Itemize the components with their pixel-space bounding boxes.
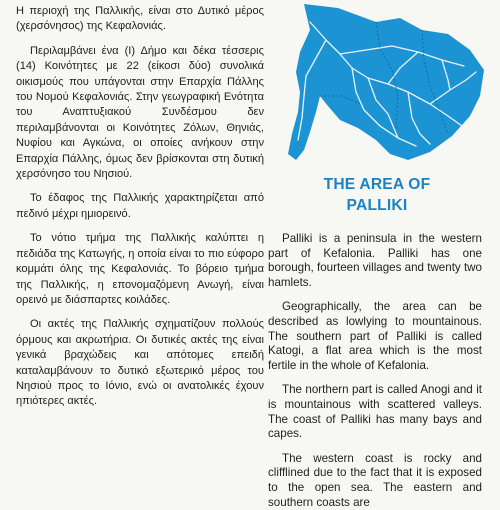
section-heading [282, 174, 472, 216]
greek-paragraph: Οι ακτές της Παλλικής σχηματίζουν πολλούς όρμους και ακρωτήρια. Οι δυτικές ακτές της είναι γενικά βραχώδεις και απότομες επειδή καταλαμβάνουν το δυτικό εξωτερικό μέρος του Νησιού προς το Ιόνιο, ενώ οι ανατολικές έχουν ηπιότερες ακτές. [16, 318, 264, 408]
greek-paragraph: Η περιοχή της Παλλικής, είναι στο Δυτικό μέρος (χερσόνησος) της Κεφαλονιάς. [16, 5, 264, 33]
heading-line: THE AREA OF [323, 176, 431, 193]
english-paragraph: The western coast is rocky and clifflined due to the fact that it is exposed to the open sea. The eastern and southern coasts are [268, 451, 482, 509]
greek-paragraph: Περιλαμβάνει ένα (Ι) Δήμο και δέκα τέσσερις (14) Κοινότητες με 22 (είκοσι δύο) συνολικά οικισμούς που υπάγονται στην Επαρχία Πάλλης του Νομού Κεφαλονιάς. Στην γεωγραφική Ενότητα του Αναπτυξιακού Συνδέσμου δεν περιλαμβάνονται οι Κοινότητες Ζόλων, Θηνιάς, Νυφίου και Αγκώνα, οι οποίες ανήκουν στην Επαρχία Πάλλης, όμως δεν βρίσκονται στη δυτική χερσόνησο του Νησιού. [16, 44, 264, 181]
heading-line: PALLIKI [346, 197, 408, 214]
greek-text-column [16, 4, 264, 500]
greek-paragraph: Το νότιο τμήμα της Παλλικής καλύπτει η πεδιάδα της Κατωγής, η οποία είναι το πιο εύφορο κομμάτι όλης της Κεφαλονιάς. Το βόρειο τμήμα της Παλλικής, η επονομαζόμενη Ανωγή, είναι ορεινό με διάσπαρτες κοιλάδες. [16, 232, 264, 306]
english-paragraph: The northern part is called Anogi and it is mountainous with scattered valleys. The coast of Palliki has many bays and capes. [268, 383, 482, 441]
english-paragraph: Palliki is a peninsula in the western part of Kefalonia. Palliki has one borough, fourteen villages and twenty two hamlets. [268, 232, 482, 289]
map-island-shape [288, 4, 484, 160]
english-text-column [268, 232, 482, 509]
kefalonia-map [280, 0, 496, 166]
english-paragraph: Geographically, the area can be described as lowlying to mountainous. The southern part of Palliki is called Katogi, a flat area which is the most fertile in the whole of Kefalonia. [268, 300, 482, 372]
greek-paragraph: Το έδαφος της Παλλικής χαρακτηρίζεται από πεδινό μέχρι ημιορεινό. [16, 192, 264, 220]
